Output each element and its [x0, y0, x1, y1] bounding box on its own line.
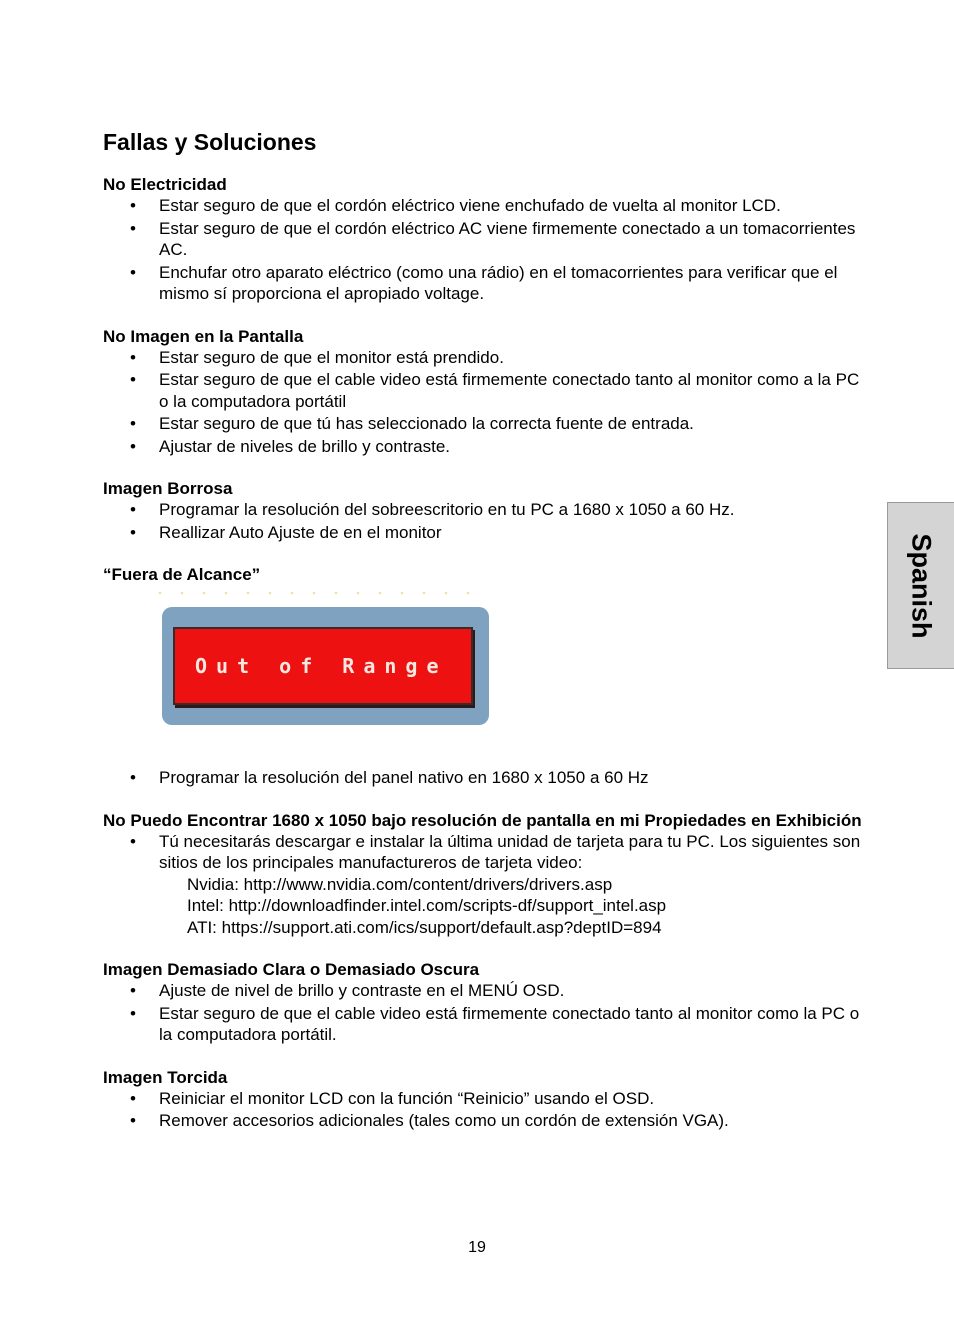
list-item-text: Tú necesitarás descargar e instalar la última unidad de tarjeta para tu PC. Los siguientes son sitios de los principales manufactureros de tarjeta video:: [159, 831, 861, 872]
osd-message: Out of Range: [195, 654, 448, 678]
bullet-icon: •: [130, 262, 136, 282]
list-item-text: Estar seguro de que tú has seleccionado la correcta fuente de entrada.: [159, 414, 694, 433]
list-item-text: Estar seguro de que el cordón eléctrico viene enchufado de vuelta al monitor LCD.: [159, 196, 781, 215]
list-item: [103, 980, 863, 1002]
list-item-text: Programar la resolución del panel nativo en 1680 x 1050 a 60 Hz: [159, 768, 649, 787]
bullet-icon: •: [130, 1088, 136, 1108]
bullet-icon: •: [130, 218, 136, 238]
list-item-text: Estar seguro de que el cordón eléctrico AC viene firmemente conectado a un tomacorrientes AC.: [159, 218, 856, 259]
list-item-text: Programar la resolución del sobreescritorio en tu PC a 1680 x 1050 a 60 Hz.: [159, 500, 735, 519]
list-item: [103, 262, 863, 305]
bullet-icon: •: [130, 500, 136, 519]
list-item-text: Remover accesorios adicionales (tales como un cordón de extensión VGA).: [159, 1111, 729, 1130]
list-item-text: Enchufar otro aparato eléctrico (como una rádio) en el tomacorrientes para verificar que el mismo sí proporciona el apropiado voltage.: [159, 262, 838, 303]
list-item-text: Reiniciar el monitor LCD con la función “Reinicio” usando el OSD.: [159, 1088, 655, 1108]
troubleshooting-content: [103, 174, 863, 1153]
section-heading: No Puedo Encontrar 1680 x 1050 bajo resolución de pantalla en mi Propiedades en Exhibición: [103, 810, 862, 830]
list-item-text: Reallizar Auto Ajuste de en el monitor: [159, 522, 442, 542]
bullet-list: [103, 767, 863, 789]
list-item-text: Ajuste de nivel de brillo y contraste en el MENÚ OSD.: [159, 981, 565, 1000]
section-imagen-torcida: [103, 1067, 863, 1132]
section-heading: Imagen Demasiado Clara o Demasiado Oscura: [103, 960, 480, 979]
bullet-icon: •: [130, 1003, 136, 1023]
list-item: [103, 1110, 863, 1132]
driver-links: [159, 874, 863, 939]
bullet-icon: •: [130, 347, 136, 367]
driver-link-ati: ATI: https://support.ati.com/ics/support/default.asp?deptID=894: [187, 917, 662, 937]
list-item: [103, 522, 863, 544]
section-heading: Imagen Borrosa: [103, 479, 233, 498]
bullet-icon: •: [130, 768, 136, 787]
section-heading: No Imagen en la Pantalla: [103, 326, 304, 346]
language-side-tab: [887, 502, 954, 669]
section-no-puedo-encontrar: [103, 810, 863, 939]
section-imagen-borrosa: [103, 478, 863, 543]
bullet-icon: •: [130, 370, 136, 389]
list-item: [103, 436, 863, 458]
section-no-electricidad: [103, 174, 863, 305]
bullet-list: [103, 347, 863, 458]
bullet-list: [103, 499, 863, 543]
list-item: [103, 1088, 863, 1110]
section-fuera-de-alcance: [103, 564, 863, 789]
list-item-text: Estar seguro de que el cable video está firmemente conectado tanto al monitor como a la PC o la computadora portátil: [159, 370, 860, 411]
decorative-dots: [149, 591, 479, 595]
list-item-text: Ajustar de niveles de brillo y contraste.: [159, 436, 451, 456]
page-title: Fallas y Soluciones: [103, 129, 317, 155]
list-item-text: Estar seguro de que el cable video está firmemente conectado tanto al monitor como la PC o la computadora portátil.: [159, 1003, 860, 1044]
bullet-icon: •: [130, 414, 136, 433]
list-item: [103, 767, 863, 789]
bullet-icon: •: [130, 436, 136, 456]
list-item: [103, 218, 863, 261]
bullet-icon: •: [130, 831, 136, 851]
bullet-list: [103, 1088, 863, 1132]
list-item: [103, 347, 863, 369]
bullet-icon: •: [130, 522, 136, 542]
page-number: 19: [468, 1239, 486, 1256]
bullet-icon: •: [130, 196, 136, 215]
section-heading: No Electricidad: [103, 175, 227, 194]
list-item-text: Estar seguro de que el monitor está prendido.: [159, 347, 504, 367]
osd-frame: [162, 607, 489, 725]
section-heading: Imagen Torcida: [103, 1067, 228, 1087]
driver-link-intel: Intel: http://downloadfinder.intel.com/scripts-df/support_intel.asp: [187, 896, 667, 915]
section-imagen-clara-oscura: [103, 959, 863, 1046]
osd-message-box: [173, 627, 473, 705]
list-item: [103, 195, 863, 217]
list-item: [103, 499, 863, 521]
bullet-list: [103, 831, 863, 939]
bullet-list: [103, 980, 863, 1046]
list-item: [103, 1003, 863, 1046]
list-item: [103, 369, 863, 412]
section-no-imagen: [103, 326, 863, 458]
bullet-icon: •: [130, 1111, 136, 1130]
osd-illustration: [103, 585, 863, 767]
driver-link-nvidia: Nvidia: http://www.nvidia.com/content/drivers/drivers.asp: [187, 874, 613, 894]
list-item: [103, 831, 863, 939]
language-label: Spanish: [906, 532, 937, 639]
bullet-list: [103, 195, 863, 305]
list-item: [103, 413, 863, 435]
section-heading: “Fuera de Alcance”: [103, 565, 261, 584]
bullet-icon: •: [130, 981, 136, 1000]
